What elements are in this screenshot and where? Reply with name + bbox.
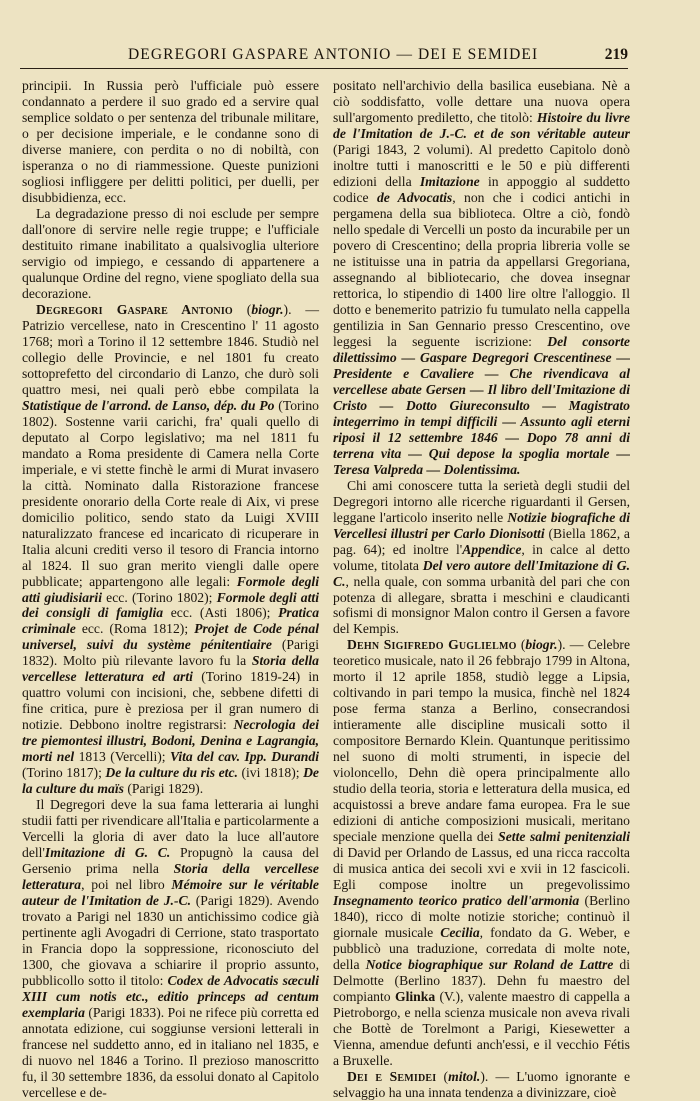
text-run: (Parigi 1833). Poi ne rifece più corretta ed annotata edizione, cui soggiunse versioni letterali in francese nel suddetto anno, ed in italiano nel 1835, e di nuovo nel 1846 a Torino. Il prezioso manoscritto fu, il 30 settembre 1836, da essolui donato al Capitolo vercellese e de- — [22, 1005, 319, 1101]
left-column — [22, 78, 319, 1101]
text-run: , non che i codici antichi in pergamena della sua biblioteca. Oltre a ciò, fondò nello spedale di Vercelli un posto da incurabile per un povero di Crescentino; della propria libreria volle se ne istituisse una in patria da appellarsi Gregoriana, assegnando al bibliotecario, che dovea insegnar rettorica, lo stipendio di 1400 lire oltre l'alloggio. Il dotto e benemerito patrizio fu tumulato nella cappella gentilizia in San Gennario presso Crescentino, ove leggesi la seguente iscrizione: — [333, 189, 630, 349]
text-run: di David per Orlando de Lassus, ed una ricca raccolta di musica antica dei secoli xvi e xvii in 12 fascicoli. Egli compose inoltre un pregevolissimo — [333, 845, 630, 893]
page-number: 219 — [604, 46, 628, 63]
italic-title: Sette salmi penitenziali — [498, 829, 631, 845]
text-run: (Torino 1819-24) in quattro volumi con incisioni, che, sebbene difetti di fine critica, pure è preziosa per il gran numero di notizie. Debbono inoltre registrarsi: — [22, 669, 320, 733]
text-run: (Torino 1817); — [22, 765, 106, 781]
text-run: principii. In Russia però l'ufficiale può essere condannato a perdere il suo grado ed a servire qual semplice soldato o per sentenza del tribunale militare, o per decisione imperiale, e le condanne sono di diverse maniere, con perdita o no di nobiltà, con isperanza o no di riammessione. Queste punizioni sogliosi infliggere per delitti politici, per duelli, per disubbidienza, ecc. — [22, 78, 319, 205]
italic-title: Imitazione — [419, 173, 480, 189]
text-run: ). — L'uomo ignorante e selvaggio ha una innata tendenza a divinizzare, cioè — [333, 1069, 631, 1101]
continued-paragraph — [22, 78, 319, 206]
italic-title: Del vero autore dell'Imitazione di G. C. — [333, 557, 631, 589]
text-run: , fondato da G. Weber, e pubblicò una traduzione, corredata di molte note, della — [333, 925, 630, 973]
italic-title: Projet de Code pénal universel, suivi du système pénitentiaire — [22, 621, 319, 653]
italic-title: de Advocatis — [376, 189, 453, 205]
italic-title: Storia della vercellese letteratura ed arti — [22, 653, 319, 685]
text-run: ecc. (Roma 1812); — [75, 621, 195, 637]
text-run: di Delmotte (Berlino 1837). Dehn fu maestro del compianto — [333, 957, 630, 1005]
text-run: in appoggio al suddetto codice — [333, 173, 630, 205]
continued-paragraph — [333, 78, 630, 478]
italic-title: Codex de Advocatis sæculi XIII cum notis etc., editio princeps ad centum exemplaria — [22, 973, 319, 1021]
text-run: (Berlino 1840), ricco di molte notizie storiche; continuò il giornale musicale — [333, 893, 630, 941]
italic-title: Formole degli atti giudisiarii — [22, 573, 319, 605]
text-run: ). — Celebre teoretico musicale, nato il 26 febbrajo 1799 in Altona, morto il 12 aprile 1858, studiò legge a Lipsia, coltivando in pari tempo la musica, finchè nel 1824 pose ferma stanza a Berlino, consecrandosi intieramente alle discipline musicali sotto il compositore Bernardo Klein. Quantunque peritissimo nel suono di molti strumenti, in ispecie del violoncello, Dehn diè opera principalmente allo studio della teoria, storia e letteratura della musica, ed acquistossi a breve andare fama europea. Fra le sue edizioni di antiche composizioni musicali, meritano speciale menzione quella dei — [333, 637, 630, 845]
entry-headword: Degregori Gaspare Antonio — [36, 301, 233, 317]
paragraph — [22, 206, 319, 302]
italic-title: Insegnamento teorico pratico dell'armonia — [333, 893, 580, 909]
text-run: ). — Patrizio vercellese, nato in Crescentino l' 11 agosto 1768; morì a Torino il 12 settembre 1846. Studiò nel collegio delle Provincie, e nel 1801 fu creato sottoprefetto del circondario di Lanzo, che durò soli quattro mesi, nei quali però ebbe compilata la — [22, 301, 319, 397]
italic-title: Cecilia — [440, 925, 480, 941]
italic-title: De la culture du ris etc. — [105, 765, 238, 781]
text-run: (Parigi 1829). — [123, 781, 204, 797]
text-run: positato nell'archivio della basilica eusebiana. Nè a ciò soddisfatto, volle dettare una nuova opera sull'argomento prediletto, che titolò: — [333, 78, 630, 125]
text-run: 1813 (Vercelli); — [74, 749, 170, 765]
text-run: ( — [436, 1069, 449, 1085]
italic-title: Vita del cav. Ipp. Durandi — [169, 749, 319, 765]
italic-title: Del consorte dilettissimo — Gaspare Degregori Crescentinese — Presidente e Cavaliere — Che rivendicava al vercellese abate Gersen — Il libro dell'Imitazione di Cristo — Dotto Giureconsulto — Magistrato integerrimo in tempi difficili — Assunto agli eterni riposi il 12 settembre 1846 — Dopo 78 anni di terrena vita — Qui depose la spoglia mortale — Teresa Valpreda — Dolentissima. — [333, 333, 630, 477]
cross-reference: Glinka — [394, 989, 436, 1005]
italic-title: biogr. — [251, 301, 284, 317]
text-run: ( — [232, 301, 252, 317]
italic-title: Appendice — [462, 541, 522, 557]
text-run: (Torino 1802). Sostenne varii carichi, fra' quali quello di deputato al Corpo legislativo; ma nel 1811 fu mandato a Roma presidente di Camera nella Corte imperiale, e vi stette finchè le armi di Murat invasero la città. Nominato dalla Ristorazione francese presidente onorario della Corte reale di Aix, vi prese domicilio politico, sendo stato da Luigi XVIII naturalizzato francese ed incaricato di ricuperare in Italia alcuni crediti verso il tesoro di Francia intorno al 1824. Il suo gran merito viengli dalle opere pubblicate; appartengono alle legali: — [22, 397, 320, 589]
text-run: (Parigi 1832). Molto più rilevante lavoro fu la — [22, 637, 319, 669]
text-run: ( — [516, 637, 526, 653]
italic-title: Notice biographique sur Roland de Lattre — [365, 957, 614, 973]
text-run: Propugnò la causa del Gersenio prima nella — [22, 845, 319, 877]
right-column — [333, 78, 630, 1101]
text-run: Chi ami conoscere tutta la serietà degli studii del Degregori intorno alle ricerche riguardanti il Gersen, leggane l'articolo inserito nelle — [333, 477, 630, 525]
italic-title: Histoire du livre de l'Imitation de J.-C. et de son véritable auteur — [333, 109, 631, 141]
page-header — [20, 42, 628, 69]
paragraph — [22, 797, 319, 1101]
paragraph — [333, 478, 630, 638]
text-run: , nella quale, con somma urbanità del pari che con potenza di allegare, sbratta i meschini e claudicanti sofismi di monsignor Malon contro il Gersen a favore del Kempis. — [333, 573, 630, 637]
running-title: DEGREGORI GASPARE ANTONIO — DEI E SEMIDEI — [128, 46, 539, 63]
text-run: (Parigi 1829). Avendo trovato a Parigi nel 1830 un antichissimo codice già pertinente agli Avogadri di Cerrione, stato trasportato in Francia dopo la soppressione, riconosciuto del 1300, che giovava a schiarire il proprio assunto, pubblicollo sotto il titolo: — [22, 893, 320, 989]
text-run: ecc. (Torino 1802); — [102, 589, 217, 605]
paragraph — [22, 302, 319, 798]
text-run: (Parigi 1843, 2 volumi). Al predetto Capitolo donò inoltre tutti i manoscritti e le 50 e più differenti edizioni della — [333, 141, 630, 189]
entry-headword: Dehn Sigifredo Guglielmo — [347, 637, 517, 653]
text-run: Il Degregori deve la sua fama letteraria ai lunghi studii fatti per rivendicare all'Italia e particolarmente a Vercelli la gloria di aver dato la luce all'autore dell' — [22, 797, 319, 861]
text-run: , poi nel libro — [81, 877, 172, 893]
text-run: La degradazione presso di noi esclude per sempre dall'onore di servire nelle regie truppe; e l'ufficiale destituito rimane inabilitato a qualsivoglia ulteriore servigio od impiego, e cessando di appartenere a qualunque Ordine del regno, viene spogliato della sua decorazione. — [22, 205, 319, 301]
text-run: (V.), valente maestro di cappella a Pietroborgo, e nella scienza musicale non aveva rivali che Bottè de Torelmont a Parigi, Kiesewetter a Vienna, amendue defunti anch'essi, e il vecchio Fétis a Bruxelle. — [333, 989, 630, 1069]
italic-title: De la culture du maïs — [22, 765, 319, 797]
italic-title: Mémoire sur le véritable auteur de l'Imitation de J.-C. — [22, 877, 319, 909]
italic-title: biogr. — [525, 637, 558, 653]
text-run: (ivi 1818); — [237, 765, 304, 781]
paragraph — [333, 1069, 630, 1101]
italic-title: mitol. — [448, 1069, 481, 1085]
entry-headword: Dei e Semidei — [347, 1069, 437, 1085]
paragraph — [333, 637, 630, 1069]
italic-title: Necrologia dei tre piemontesi illustri, Bodoni, Denina e Lagrangia, morti nel — [22, 717, 319, 765]
italic-title: Imitazione di G. C. — [44, 845, 171, 861]
italic-title: Notizie biografiche di Vercellesi illustri per Carlo Dionisotti — [333, 509, 630, 541]
italic-title: Statistique de l'arrond. de Lanso, dép. du Po — [22, 397, 275, 413]
italic-title: Formole degli atti dei consigli di famiglia — [22, 589, 319, 621]
italic-title: Storia della vercellese letteratura — [22, 861, 319, 893]
text-run: , in calce al detto volume, titolata — [333, 541, 630, 573]
text-run: ecc. (Asti 1806); — [163, 605, 279, 621]
italic-title: Pratica criminale — [22, 605, 320, 637]
text-run: (Biella 1862, a pag. 64); ed inoltre l' — [333, 525, 630, 557]
